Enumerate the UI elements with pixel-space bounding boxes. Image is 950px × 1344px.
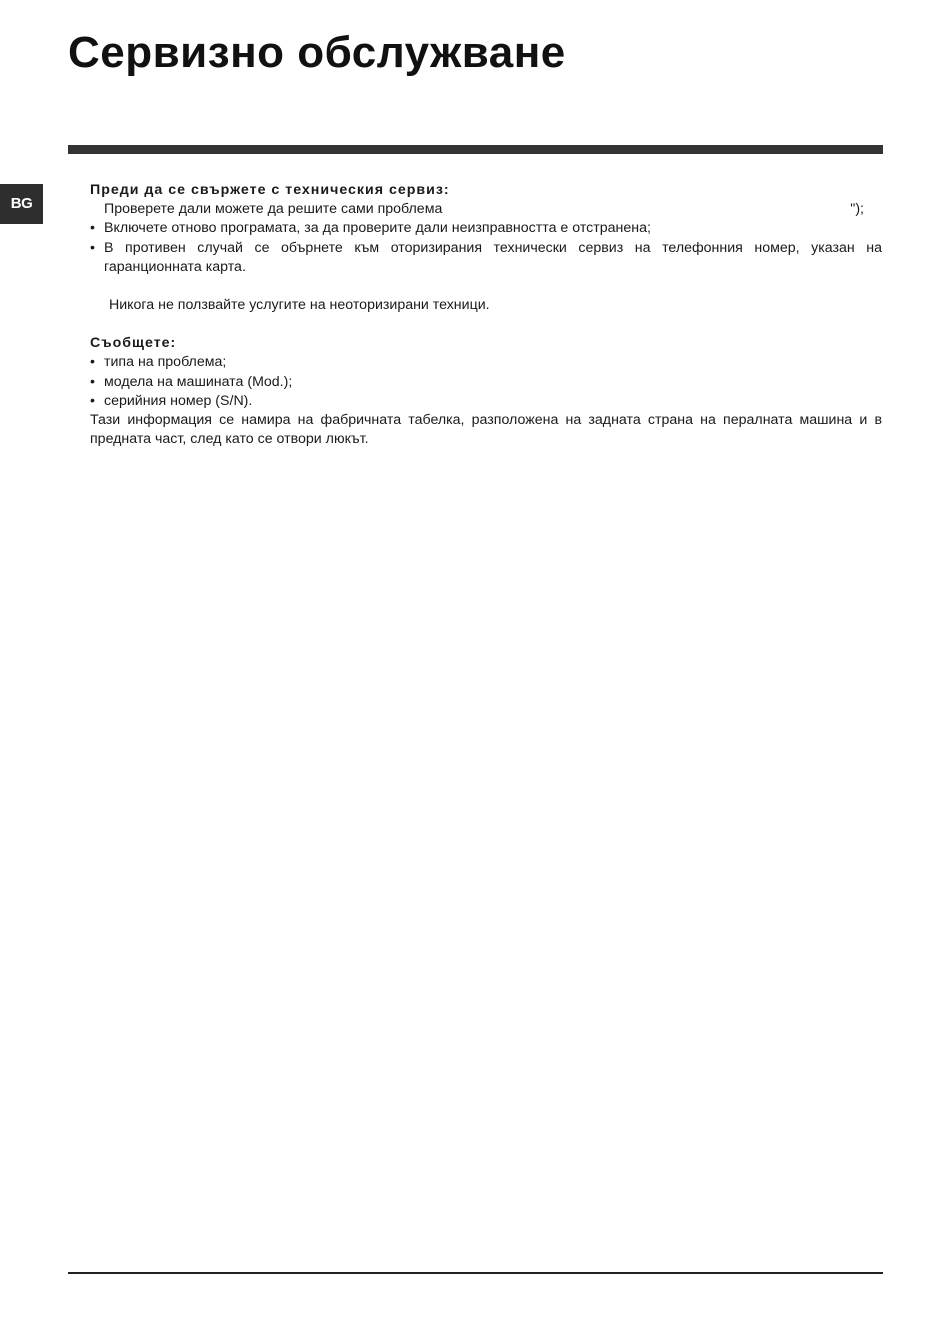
warning-note: Никога не ползвайте услугите на неоторизирани техници.	[109, 297, 490, 314]
report-heading: Съобщете:	[90, 335, 177, 352]
language-tab: BG	[0, 184, 43, 224]
bottom-divider	[68, 1272, 883, 1274]
before-contact-heading: Преди да се свържете с техническия сервиз:	[90, 182, 450, 198]
list-item-text: Проверете дали можете да решите сами проблема	[104, 201, 443, 218]
list-item: • типа на проблема;	[90, 353, 882, 372]
top-divider	[68, 145, 883, 154]
list-item: • серийния номер (S/N).	[90, 392, 882, 411]
list-item-text-end: ");	[850, 201, 864, 218]
list-item: • В противен случай се обърнете към оторизирания технически сервиз на телефонния номер, указан на гаранционната карта.	[90, 239, 882, 277]
spacer	[90, 277, 882, 296]
page-title: Сервизно обслужване	[68, 28, 566, 77]
spacer	[90, 315, 882, 334]
list-item: • модела на машината (Mod.);	[90, 373, 882, 392]
list-item: • Включете отново програмата, за да проверите дали неизправността е отстранена;	[90, 219, 882, 238]
content-body	[90, 181, 882, 449]
rating-plate-info: Тази информация се намира на фабричната табелка, разположена на задната страна на пералната машина и в предната част, след като се отвори люкът.	[90, 412, 882, 448]
list-item-check-problem	[90, 200, 882, 219]
